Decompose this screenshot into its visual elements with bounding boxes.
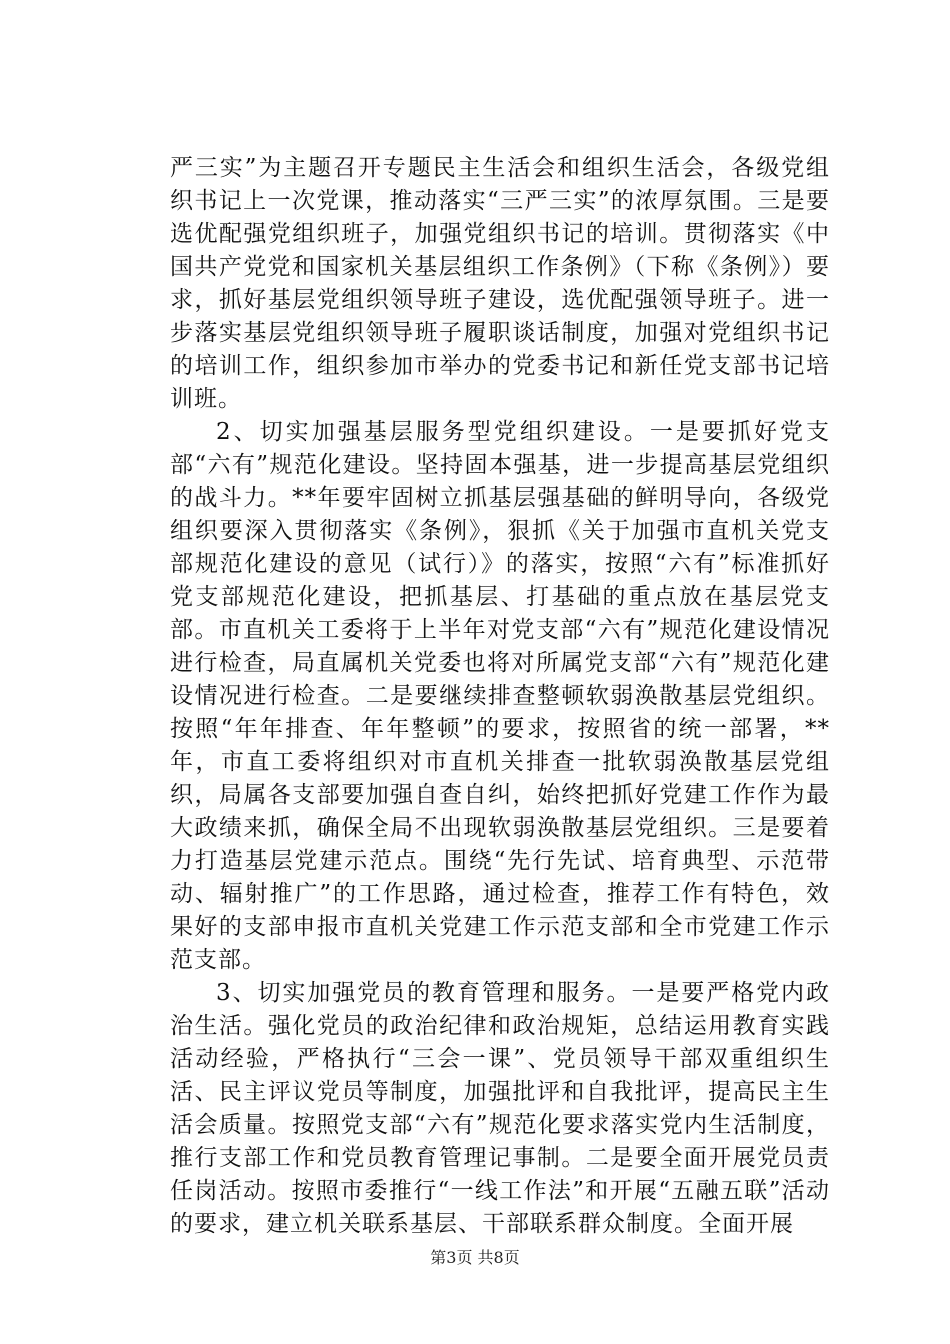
paragraph-section-3: 3、切实加强党员的教育管理和服务。一是要严格党内政治生活。强化党员的政治纪律和政治规矩，总结运用教育实践活动经验，严格执行“三会一课”、党员领导干部双重组织生活、民主评议党员等制度，加强批评和自我批评，提高民主生活会质量。按照党支部“六有”规范化要求落实党内生活制度，推行支部工作和党员教育管理记事制。二是要全面开展党员责任岗活动。按照市委推行“一线工作法”和开展“五融五联”活动的要求，建立机关联系基层、干部联系群众制度。全面开展 (170, 980, 830, 1237)
document-body (170, 152, 830, 1241)
paragraph-section-2: 2、切实加强基层服务型党组织建设。一是要抓好党支部“六有”规范化建设。坚持固本强基，进一步提高基层党组织的战斗力。**年要牢固树立抓基层强基础的鲜明导向，各级党组织要深入贯彻落实《条例》，狠抓《关于加强市直机关党支部规范化建设的意见（试行）》的落实，按照“六有”标准抓好党支部规范化建设，把抓基层、打基础的重点放在基层党支部。市直机关工委将于上半年对党支部“六有”规范化建设情况进行检查，局直属机关党委也将对所属党支部“六有”规范化建设情况进行检查。二是要继续排查整顿软弱涣散基层党组织。按照“年年排查、年年整顿”的要求，按照省的统一部署，**年，市直工委将组织对市直机关排查一批软弱涣散基层党组织，局属各支部要加强自查自纠，始终把抓好党建工作作为最大政绩来抓，确保全局不出现软弱涣散基层党组织。三是要着力打造基层党建示范点。围绕“先行先试、培育典型、示范带动、辐射推广”的工作思路，通过检查，推荐工作有特色，效果好的支部申报市直机关党建工作示范支部和全市党建工作示范支部。 (170, 419, 830, 973)
page-number-footer: 第3页 共8页 (430, 1248, 520, 1267)
paragraph-continuation: 严三实”为主题召开专题民主生活会和组织生活会，各级党组织书记上一次党课，推动落实“三严三实”的浓厚氛围。三是要选优配强党组织班子，加强党组织书记的培训。贯彻落实《中国共产党党和国家机关基层组织工作条例》（下称《条例》）要求，抓好基层党组织领导班子建设，选优配强领导班子。进一步落实基层党组织领导班子履职谈话制度，加强对党组织书记的培训工作，组织参加市举办的党委书记和新任党支部书记培训班。 (170, 155, 830, 412)
